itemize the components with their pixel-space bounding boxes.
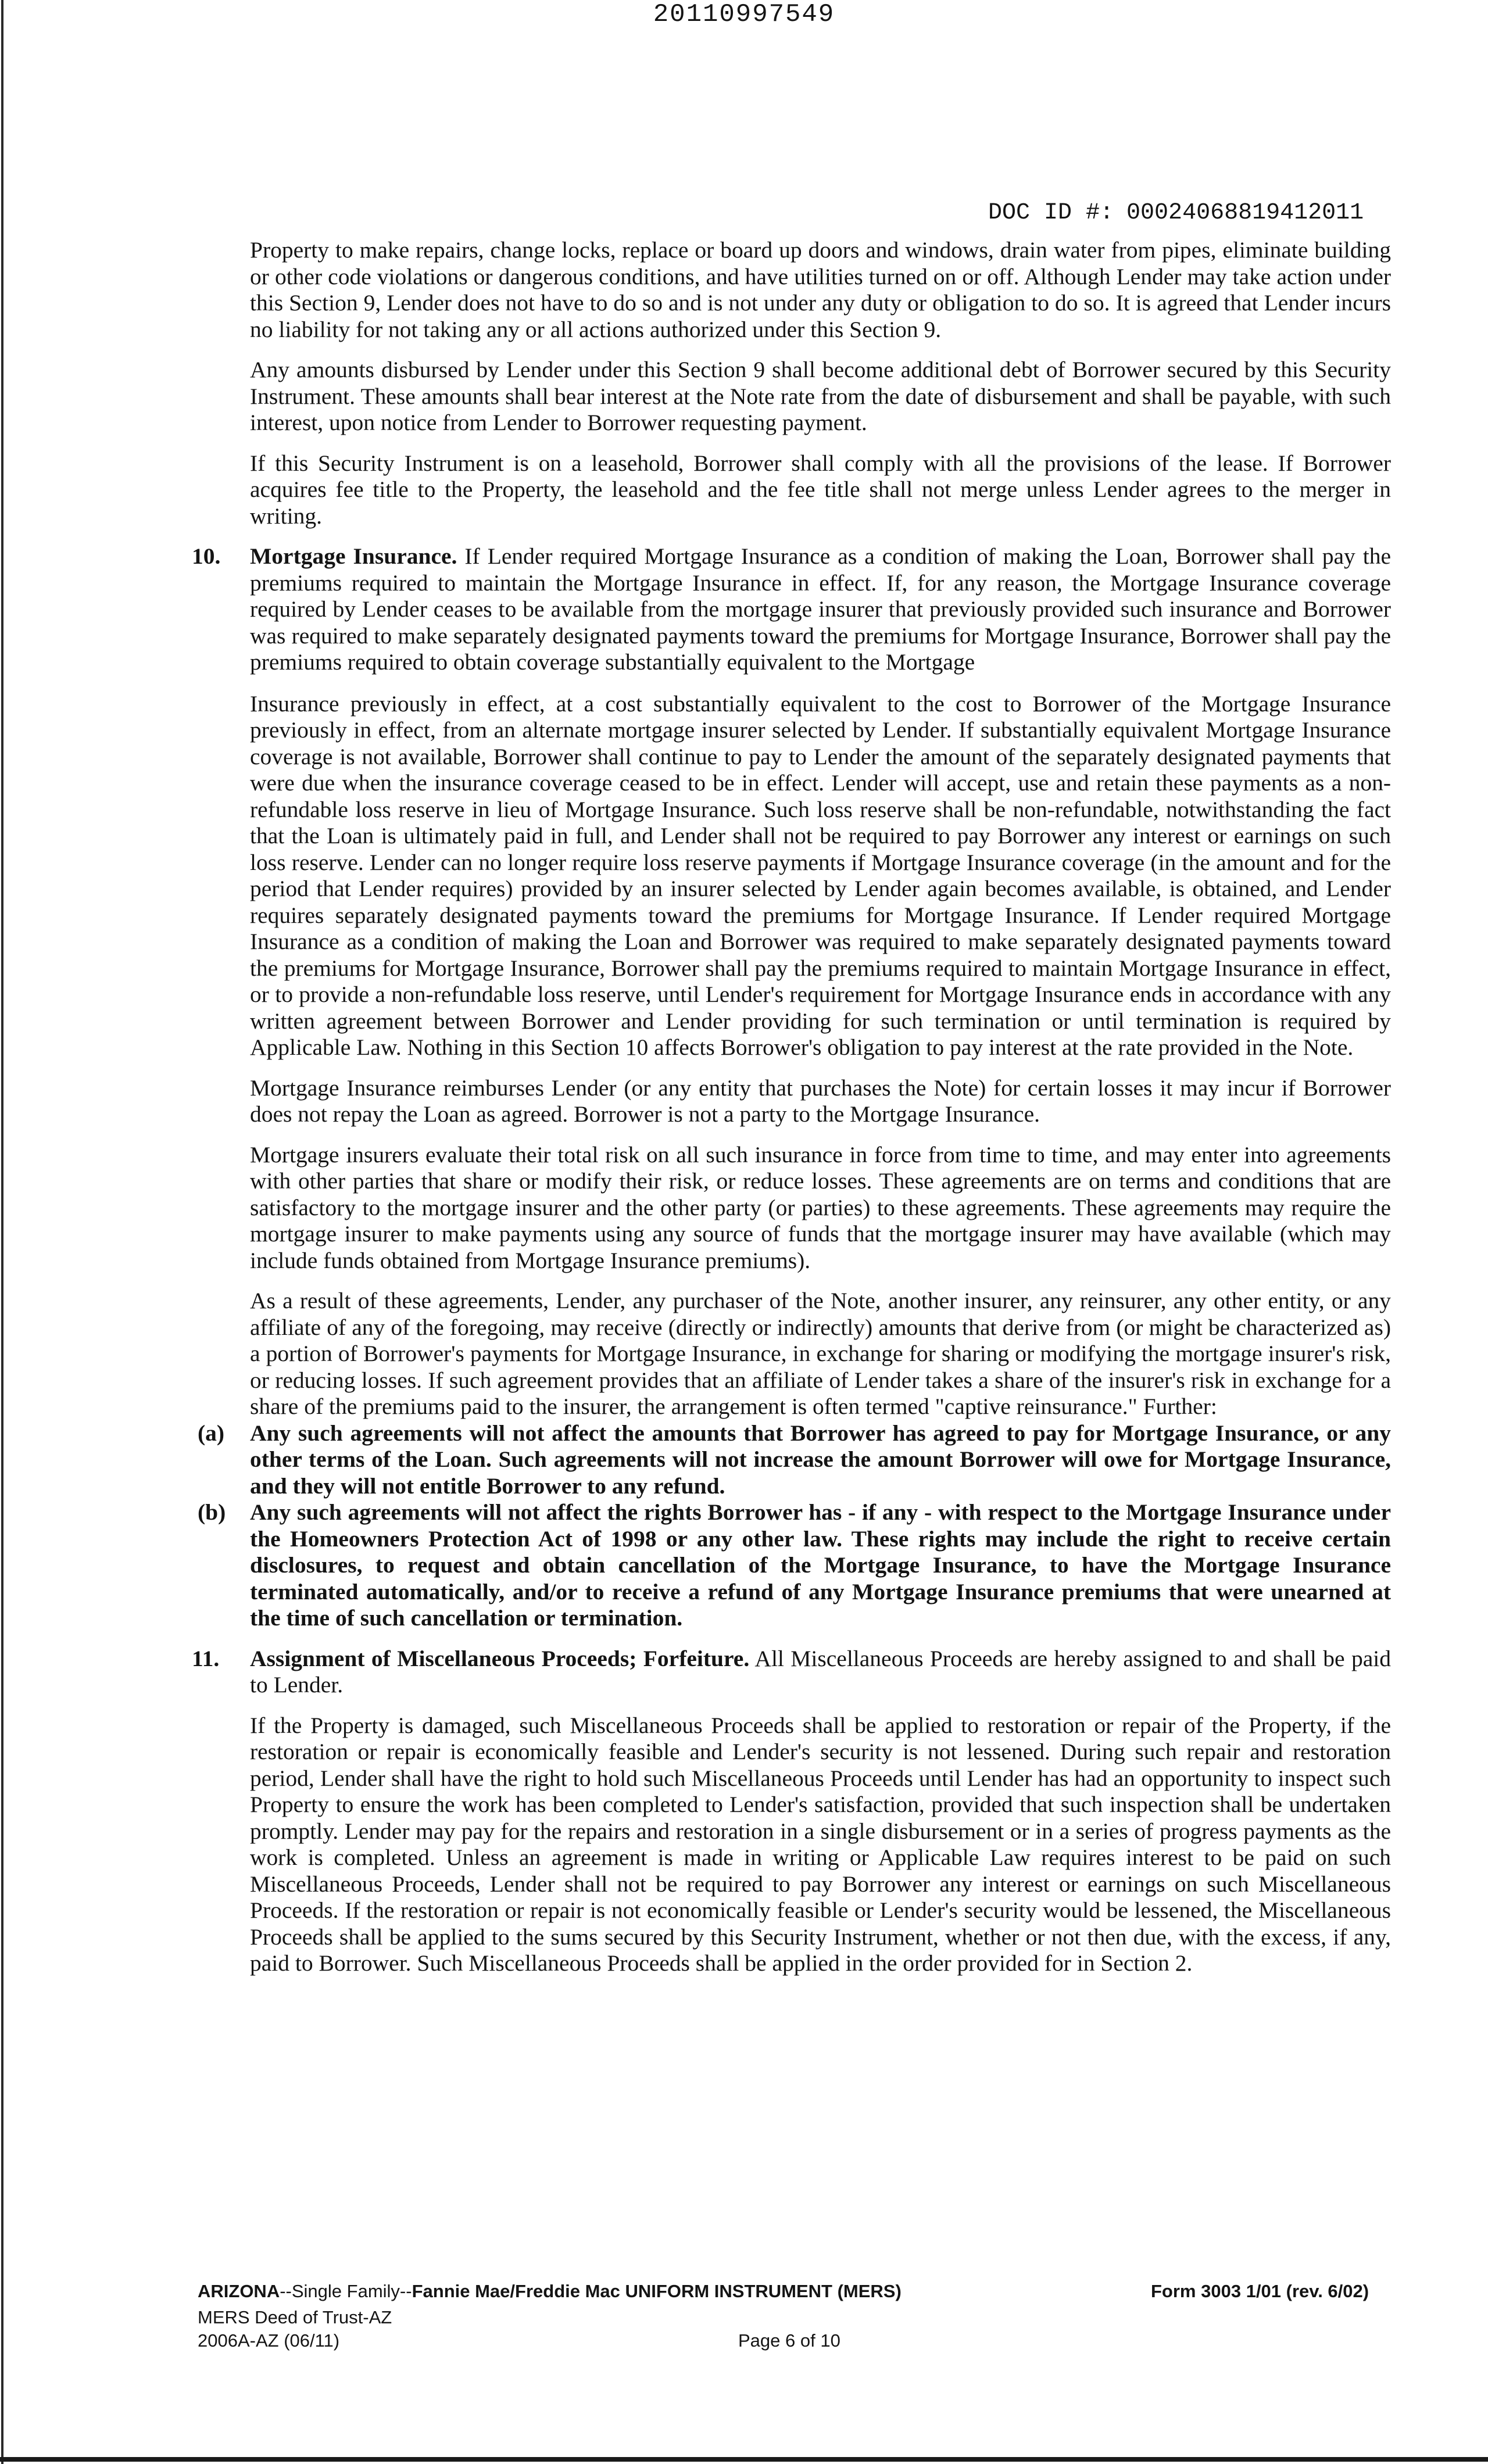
list-item-text: Any such agreements will not affect the rights Borrower has - if any - with respect to the Mortgage Insurance under the Homeowners Protection Act of 1998 or any other law. These rights may include the right to receive certain disclosures, to request and obtain cancellation of the Mortgage Insurance, to have the Mortgage Insurance terminated automatically, and/or to receive a refund of any Mortgage Insurance premiums that were unearned at the time of such cancellation or termination. <box>250 1499 1391 1631</box>
section-heading: Mortgage Insurance. <box>250 543 457 569</box>
paragraph: If the Property is damaged, such Miscellaneous Proceeds shall be applied to restoration or repair of the Property, if the restoration or repair is economically feasible and Lender's security is not lessened. During such repair and restoration period, Lender shall have the right to hold such Miscellaneous Proceeds until Lender has had an opportunity to inspect such Property to ensure the work has been completed to Lender's satisfaction, provided that such inspection shall be undertaken promptly. Lender may pay for the repairs and restoration in a single disbursement or in a series of progress payments as the work is completed. Unless an agreement is made in writing or Applicable Law requires interest to be paid on such Miscellaneous Proceeds, Lender shall not be required to pay Borrower any interest or earnings on such Miscellaneous Proceeds. If the restoration or repair is not economically feasible or Lender's security would be lessened, the Miscellaneous Proceeds shall be applied to the sums secured by this Security Instrument, whether or not then due, with the excess, if any, paid to Borrower. Such Miscellaneous Proceeds shall be applied in the order provided for in Section 2. <box>250 1712 1391 1976</box>
section-heading: Assignment of Miscellaneous Proceeds; Forfeiture. <box>250 1645 750 1671</box>
section-number: 11. <box>192 1645 220 1671</box>
footer-instrument: Fannie Mae/Freddie Mac UNIFORM INSTRUMENT (MERS) <box>412 2281 902 2301</box>
list-item-text: Any such agreements will not affect the amounts that Borrower has agreed to pay for Mortgage Insurance, or any other terms of the Loan. Such agreements will not increase the amount Borrower will owe for Mortgage Insurance, and they will not entitle Borrower to any refund. <box>250 1420 1391 1499</box>
footer-state-suffix: --Single Family-- <box>280 2281 412 2301</box>
continued-paragraph: Any amounts disbursed by Lender under this Section 9 shall become additional debt of Borrower secured by this Security Instrument. These amounts shall bear interest at the Note rate from the date of disbursement and shall be payable, with such interest, upon notice from Lender to Borrower requesting payment. <box>250 357 1391 435</box>
paragraph: Mortgage insurers evaluate their total risk on all such insurance in force from time to time, and may enter into agreements with other parties that share or modify their risk, or reduce losses. These agreements are on terms and conditions that are satisfactory to the mortgage insurer and the other party (or parties) to these agreements. These agreements may require the mortgage insurer to make payments using any source of funds that the mortgage insurer may have available (which may include funds obtained from Mortgage Insurance premiums). <box>250 1141 1391 1273</box>
doc-id-label: DOC ID #: <box>988 200 1114 226</box>
section-11 <box>192 1645 1391 1977</box>
doc-id <box>988 200 1364 226</box>
doc-id-value: 00024068819412011 <box>1126 200 1364 226</box>
footer-page-number: Page 6 of 10 <box>738 2330 840 2351</box>
paragraph: Insurance previously in effect, at a cost substantially equivalent to the cost to Borrower of the Mortgage Insurance previously in effect, from an alternate mortgage insurer selected by Lender. If substantially equivalent Mortgage Insurance coverage is not available, Borrower shall continue to pay to Lender the amount of the separately designated payments that were due when the insurance coverage ceased to be in effect. Lender will accept, use and retain these payments as a non-refundable loss reserve in lieu of Mortgage Insurance. Such loss reserve shall be non-refundable, notwithstanding the fact that the Loan is ultimately paid in full, and Lender shall not be required to pay Borrower any interest or earnings on such loss reserve. Lender can no longer require loss reserve payments if Mortgage Insurance coverage (in the amount and for the period that Lender requires) provided by an insurer selected by Lender again becomes available, is obtained, and Lender requires separately designated payments toward the premiums for Mortgage Insurance. If Lender required Mortgage Insurance as a condition of making the Loan and Borrower was required to make separately designated payments toward the premiums for Mortgage Insurance, Borrower shall pay the premiums required to maintain Mortgage Insurance in effect, or to provide a non-refundable loss reserve, until Lender's requirement for Mortgage Insurance ends in accordance with any written agreement between Borrower and Lender providing for such termination or until termination is required by Applicable Law. Nothing in this Section 10 affects Borrower's obligation to pay interest at the rate provided in the Note. <box>250 690 1391 1060</box>
footer-state: ARIZONA <box>198 2281 280 2301</box>
list-marker: (b) <box>198 1499 226 1525</box>
paragraph: As a result of these agreements, Lender, any purchaser of the Note, another insurer, any reinsurer, any other entity, or any affiliate of any of the foregoing, may receive (directly or indirectly) amounts that derive from (or might be characterized as) a portion of Borrower's payments for Mortgage Insurance, in exchange for sharing or modifying the mortgage insurer's risk, or reducing losses. If such agreement provides that an affiliate of Lender takes a share of the insurer's risk in exchange for a share of the premiums paid to the insurer, the arrangement is often termed "captive reinsurance." Further: <box>250 1288 1391 1419</box>
section-10 <box>192 543 1391 1632</box>
list-item-a <box>198 1420 1391 1500</box>
continued-paragraph: Property to make repairs, change locks, replace or board up doors and windows, drain water from pipes, eliminate building or other code violations or dangerous conditions, and have utilities turned on or off. Although Lender may take action under this Section 9, Lender does not have to do so and is not under any duty or obligation to do so. It is agreed that Lender incurs no liability for not taking any or all actions authorized under this Section 9. <box>250 237 1391 342</box>
scan-left-edge <box>1 0 3 2464</box>
list-item-b <box>198 1499 1391 1632</box>
section-11-intro <box>250 1646 1391 1699</box>
section-10-intro <box>250 543 1391 676</box>
scan-bottom-edge <box>0 2457 1488 2462</box>
section-intro-text: If Lender required Mortgage Insurance as a condition of making the Loan, Borrower shall pay the premiums required to maintain the Mortgage Insurance in effect. If, for any reason, the Mortgage Insurance coverage required by Lender ceases to be available from the mortgage insurer that previously provided such insurance and Borrower was required to make separately designated payments toward the premiums for Mortgage Insurance, Borrower shall pay the premiums required to obtain coverage substantially equivalent to the Mortgage <box>250 543 1391 675</box>
footer-form-code: 2006A-AZ (06/11) <box>198 2330 340 2351</box>
document-body <box>192 237 1391 1991</box>
paragraph: Mortgage Insurance reimburses Lender (or any entity that purchases the Note) for certain losses it may incur if Borrower does not repay the Loan as agreed. Borrower is not a party to the Mortgage Insurance. <box>250 1075 1391 1127</box>
section-intro-text: All Miscellaneous Proceeds are hereby assigned to and shall be paid to Lender. <box>250 1645 1391 1697</box>
section-number: 10. <box>192 543 221 569</box>
list-marker: (a) <box>198 1420 225 1446</box>
footer-instrument-line <box>198 2281 902 2302</box>
footer-deed-type: MERS Deed of Trust-AZ <box>198 2307 392 2327</box>
continued-paragraph: If this Security Instrument is on a leasehold, Borrower shall comply with all the provisions of the lease. If Borrower acquires fee title to the Property, the leasehold and the fee title shall not merge unless Lender agrees to the merger in writing. <box>250 450 1391 529</box>
footer-form: Form 3003 1/01 (rev. 6/02) <box>1151 2281 1369 2301</box>
recording-number: 20110997549 <box>653 0 835 29</box>
